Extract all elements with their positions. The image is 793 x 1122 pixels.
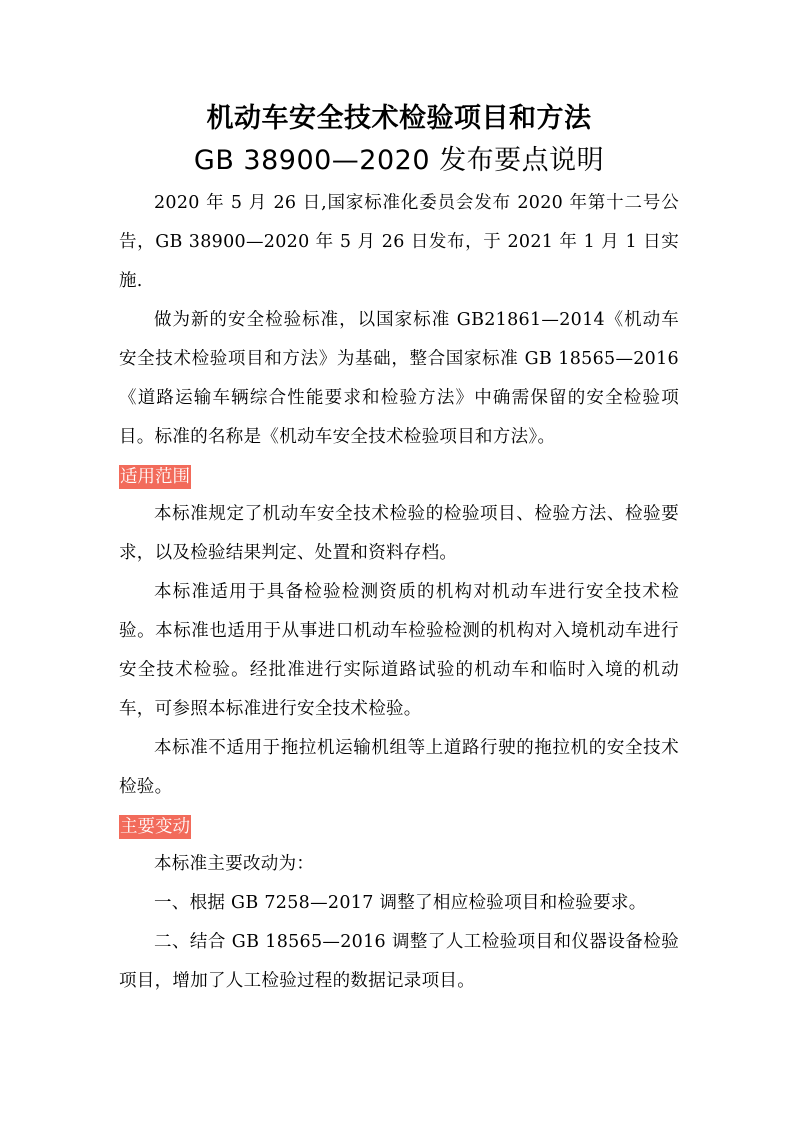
document-title <box>119 98 679 182</box>
section-tag-changes: 主要变动 <box>120 817 190 837</box>
scope-paragraph-1: 本标准规定了机动车安全技术检验的检验项目、检验方法、检验要求，以及检验结果判定、处置和资料存档。 <box>119 504 679 563</box>
section-heading-scope <box>119 457 679 495</box>
section-tag-scope: 适用范围 <box>120 467 190 487</box>
intro-paragraph-1: 2020 年 5 月 26 日,国家标准化委员会发布 2020 年第十二号公告，GB 38900—2020 年 5 月 26 日发布，于 2021 年 1 月 1 日实施. <box>119 193 679 291</box>
scope-paragraph-2: 本标准适用于具备检验检测资质的机构对机动车进行安全技术检验。本标准也适用于从事进口机动车检验检测的机构对入境机动车进行安全技术检验。经批准进行实际道路试验的机动车和临时入境的机动车，可参照本标准进行安全技术检验。 <box>119 582 679 719</box>
document-page <box>119 98 679 1001</box>
section-heading-changes <box>119 807 679 845</box>
intro-paragraph-2: 做为新的安全检验标准，以国家标准 GB21861—2014《机动车安全技术检验项目和方法》为基础，整合国家标准 GB 18565—2016《道路运输车辆综合性能要求和检验方法》中确需保留的安全检验项目。标准的名称是《机动车安全技术检验项目和方法》。 <box>119 310 679 447</box>
title-line-1: 机动车安全技术检验项目和方法 <box>206 103 592 134</box>
changes-paragraph-3: 二、结合 GB 18565—2016 调整了人工检验项目和仪器设备检验项目，增加了人工检验过程的数据记录项目。 <box>119 932 679 991</box>
title-line-2: GB 38900—2020 发布要点说明 <box>193 145 605 176</box>
changes-paragraph-2: 一、根据 GB 7258—2017 调整了相应检验项目和检验要求。 <box>154 893 647 913</box>
scope-paragraph-3: 本标准不适用于拖拉机运输机组等上道路行驶的拖拉机的安全技术检验。 <box>119 738 679 797</box>
changes-paragraph-1: 本标准主要改动为： <box>154 854 315 874</box>
